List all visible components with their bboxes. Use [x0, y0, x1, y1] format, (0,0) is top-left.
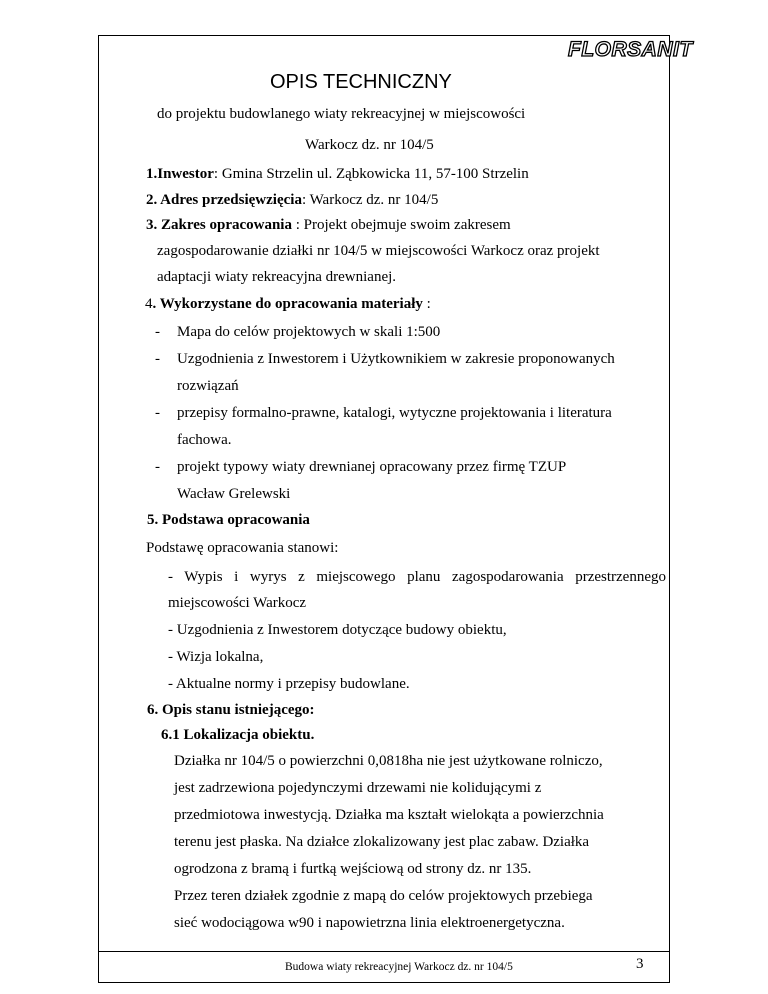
materials-item-4-cont: Wacław Grelewski — [177, 486, 291, 502]
section-address — [146, 191, 438, 209]
address-label: 2. Adres przedsięwzięcia — [146, 192, 302, 208]
section-scope — [146, 216, 511, 234]
section-materials — [145, 295, 431, 313]
materials-number: 4 — [145, 296, 153, 312]
page-number: 3 — [636, 956, 644, 972]
materials-dash-3: - — [155, 405, 160, 421]
location-para-7: sieć wodociągowa w90 i napowietrzna linia elektroenergetyczna. — [174, 915, 565, 931]
materials-label: . Wykorzystane do opracowania materiały — [152, 296, 423, 312]
basis-item-1: - Wypis i wyrys z miejscowego planu zagospodarowania przestrzennego — [168, 569, 666, 585]
investor-text: : Gmina Strzelin ul. Ząbkowicka 11, 57-100 Strzelin — [213, 166, 529, 182]
materials-item-3: przepisy formalno-prawne, katalogi, wytyczne projektowania i literatura — [177, 405, 612, 421]
basis-lead: Podstawę opracowania stanowi: — [146, 540, 339, 556]
address-text: : Warkocz dz. nr 104/5 — [301, 192, 439, 208]
basis-item-4: - Aktualne normy i przepisy budowlane. — [168, 676, 410, 692]
location-para-3: przedmiotowa inwestycją. Działka ma kształt wielokąta a powierzchnia — [174, 807, 604, 823]
materials-item-2: Uzgodnienia z Inwestorem i Użytkownikiem w zakresie proponowanych — [177, 351, 615, 367]
location-para-5: ogrodzona z bramą i furtką wejściową od strony dz. nr 135. — [174, 861, 532, 877]
scope-label: 3. Zakres opracowania — [146, 217, 292, 233]
existing-state-heading: 6. Opis stanu istniejącego: — [147, 702, 315, 718]
section-investor — [146, 165, 529, 183]
page-title: OPIS TECHNICZNY — [270, 71, 452, 93]
footer-divider — [98, 951, 670, 952]
location-para-1: Działka nr 104/5 o powierzchni 0,0818ha nie jest użytkowane rolniczo, — [174, 753, 603, 769]
footer-text: Budowa wiaty rekreacyjnej Warkocz dz. nr 104/5 — [285, 961, 513, 973]
location-heading: 6.1 Lokalizacja obiektu. — [161, 727, 315, 743]
materials-item-4: projekt typowy wiaty drewnianej opracowany przez firmę TZUP — [177, 459, 567, 475]
basis-heading: 5. Podstawa opracowania — [147, 512, 310, 528]
location-para-4: terenu jest płaska. Na działce zlokalizowany jest plac zabaw. Działka — [174, 834, 590, 850]
materials-dash-2: - — [155, 351, 160, 367]
company-logo: FLORSANIT — [568, 38, 693, 61]
materials-dash-4: - — [155, 459, 160, 475]
materials-item-3-cont: fachowa. — [177, 432, 232, 448]
investor-label: 1.Inwestor — [146, 166, 214, 182]
intro-line-2: Warkocz dz. nr 104/5 — [305, 137, 434, 153]
basis-item-1-cont: miejscowości Warkocz — [168, 595, 307, 611]
location-para-2: jest zadrzewiona pojedynczymi drzewami nie kolidującymi z — [174, 780, 542, 796]
materials-dash-1: - — [155, 324, 160, 340]
intro-line-1: do projektu budowlanego wiaty rekreacyjnej w miejscowości — [157, 106, 526, 122]
materials-item-1: Mapa do celów projektowych w skali 1:500 — [177, 324, 441, 340]
scope-line-3: adaptacji wiaty rekreacyjna drewnianej. — [157, 269, 397, 285]
basis-item-3: - Wizja lokalna, — [168, 649, 264, 665]
scope-text: : Projekt obejmuje swoim zakresem — [291, 217, 511, 233]
scope-line-2: zagospodarowanie działki nr 104/5 w miejscowości Warkocz oraz projekt — [157, 243, 600, 259]
location-para-6: Przez teren działek zgodnie z mapą do celów projektowych przebiega — [174, 888, 593, 904]
materials-text: : — [422, 296, 431, 312]
materials-item-2-cont: rozwiązań — [177, 378, 239, 394]
basis-item-2: - Uzgodnienia z Inwestorem dotyczące budowy obiektu, — [168, 622, 507, 638]
